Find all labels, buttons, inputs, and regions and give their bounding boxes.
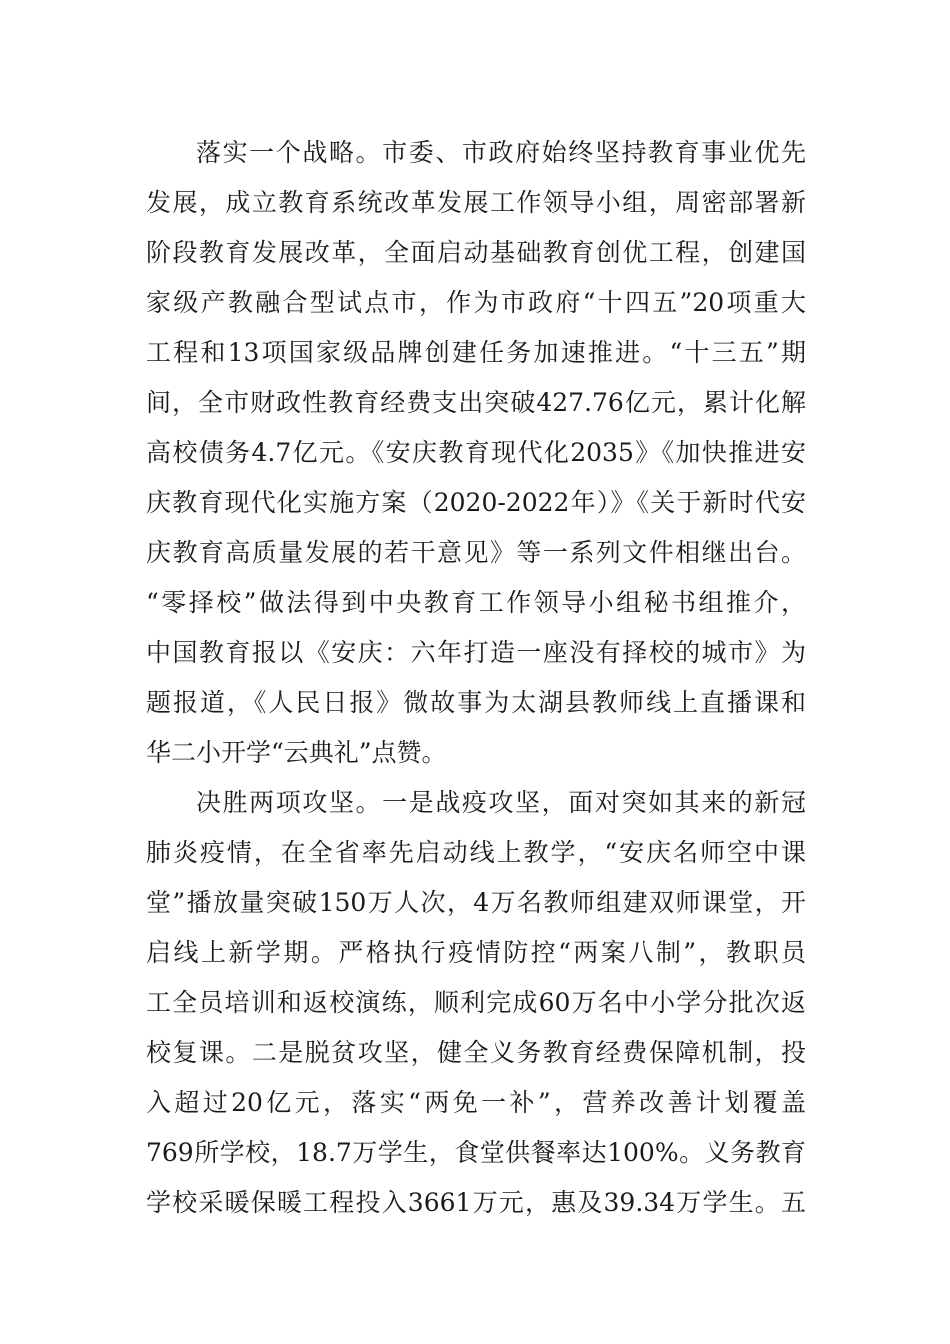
text-line: 家级产教融合型试点市，作为市政府“十四五”20项重大 — [146, 288, 807, 317]
paragraph-two-battles — [146, 778, 806, 1228]
text-line: 发展，成立教育系统改革发展工作领导小组，周密部署新 — [146, 188, 806, 217]
text-line: 堂”播放量突破150万人次，4万名教师组建双师课堂，开 — [146, 888, 806, 917]
text-line: 工程和13项国家级品牌创建任务加速推进。“十三五”期 — [146, 338, 806, 367]
text-line: 阶段教育发展改革，全面启动基础教育创优工程，创建国 — [146, 238, 806, 267]
text-line: “零择校”做法得到中央教育工作领导小组秘书组推介， — [146, 588, 806, 617]
text-line: 题报道，《人民日报》微故事为太湖县教师线上直播课和 — [146, 688, 806, 717]
text-line: 庆教育现代化实施方案（2020-2022年）》《关于新时代安 — [146, 488, 806, 517]
paragraph-strategy — [146, 128, 806, 778]
text-line: 庆教育高质量发展的若干意见》等一系列文件相继出台。 — [146, 538, 806, 567]
text-line: 决胜两项攻坚。一是战疫攻坚，面对突如其来的新冠 — [196, 788, 806, 817]
document-body — [146, 128, 806, 1228]
text-line: 启线上新学期。严格执行疫情防控“两案八制”，教职员 — [146, 938, 806, 967]
text-line: 工全员培训和返校演练，顺利完成60万名中小学分批次返 — [146, 988, 806, 1017]
text-line: 高校债务4.7亿元。《安庆教育现代化2035》《加快推进安 — [146, 438, 806, 467]
text-line: 中国教育报以《安庆：六年打造一座没有择校的城市》为 — [146, 638, 806, 667]
text-line: 间，全市财政性教育经费支出突破427.76亿元，累计化解 — [146, 388, 806, 417]
text-line: 769所学校，18.7万学生，食堂供餐率达100%。义务教育 — [146, 1138, 806, 1167]
text-line: 学校采暖保暖工程投入3661万元，惠及39.34万学生。五 — [146, 1188, 806, 1217]
text-line: 入超过20亿元，落实“两免一补”，营养改善计划覆盖 — [146, 1088, 806, 1117]
text-line: 校复课。二是脱贫攻坚，健全义务教育经费保障机制，投 — [146, 1038, 806, 1067]
text-line: 肺炎疫情，在全省率先启动线上教学，“安庆名师空中课 — [146, 838, 806, 867]
text-line: 落实一个战略。市委、市政府始终坚持教育事业优先 — [196, 138, 806, 167]
text-line: 华二小开学“云典礼”点赞。 — [146, 738, 447, 767]
